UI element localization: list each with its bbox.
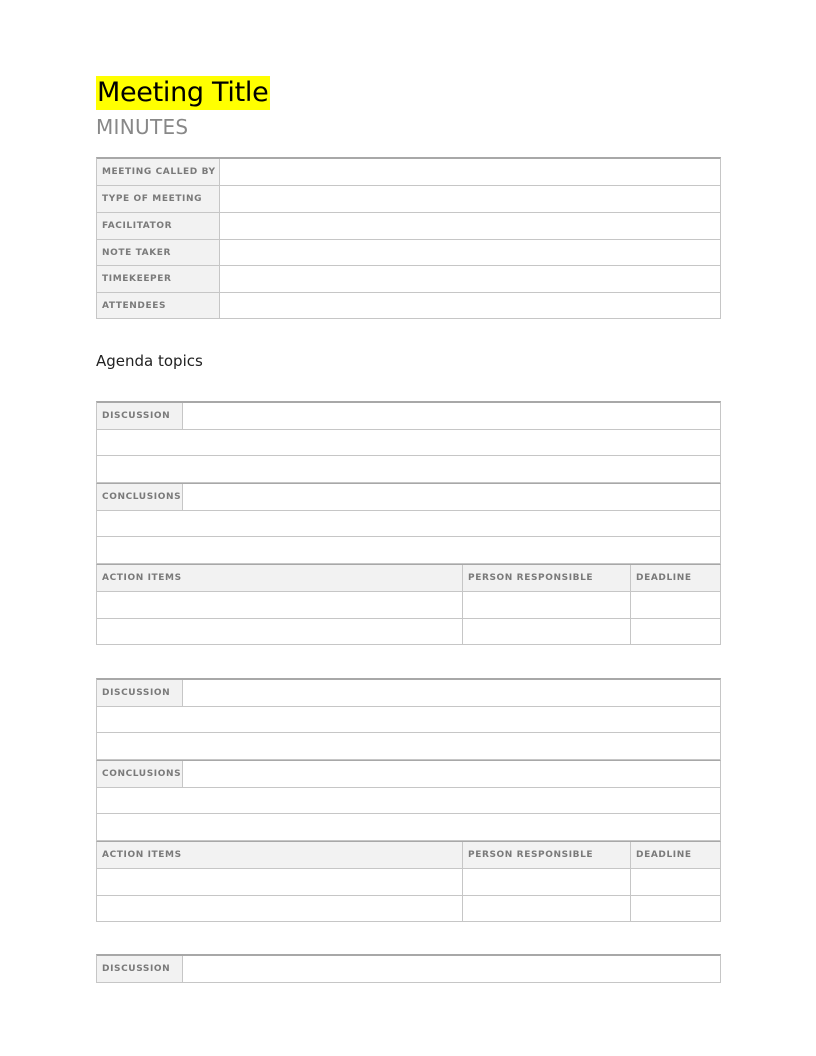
action-item-row — [96, 592, 721, 619]
info-value-field[interactable] — [220, 266, 720, 292]
discussion-title-field[interactable] — [183, 403, 720, 429]
deadline-field[interactable] — [631, 619, 720, 644]
action-item-field[interactable] — [97, 896, 463, 921]
info-row-called-by — [96, 157, 721, 186]
info-label: FACILITATOR — [97, 213, 220, 239]
discussion-header-row — [96, 678, 721, 707]
person-responsible-field[interactable] — [463, 592, 631, 618]
meeting-info-table — [96, 157, 721, 319]
conclusions-line[interactable] — [96, 537, 721, 564]
discussion-title-field[interactable] — [183, 680, 720, 706]
info-label: ATTENDEES — [97, 293, 220, 318]
action-item-row — [96, 619, 721, 645]
action-item-field[interactable] — [97, 869, 463, 895]
action-items-header-row — [96, 841, 721, 869]
agenda-block — [96, 678, 721, 922]
info-row-note-taker — [96, 240, 721, 266]
action-items-header-row — [96, 564, 721, 592]
discussion-label: DISCUSSION — [97, 956, 183, 982]
discussion-line[interactable] — [96, 733, 721, 760]
conclusions-title-field[interactable] — [183, 484, 720, 510]
info-value-field[interactable] — [220, 213, 720, 239]
discussion-line[interactable] — [96, 707, 721, 733]
discussion-label: DISCUSSION — [97, 680, 183, 706]
conclusions-title-field[interactable] — [183, 761, 720, 787]
conclusions-line[interactable] — [96, 511, 721, 537]
info-value-field[interactable] — [220, 240, 720, 265]
conclusions-label: CONCLUSIONS — [97, 484, 183, 510]
info-label: TIMEKEEPER — [97, 266, 220, 292]
info-value-field[interactable] — [220, 159, 720, 185]
info-row-attendees — [96, 293, 721, 319]
info-value-field[interactable] — [220, 186, 720, 212]
person-responsible-field[interactable] — [463, 869, 631, 895]
deadline-field[interactable] — [631, 592, 720, 618]
person-responsible-label: PERSON RESPONSIBLE — [463, 565, 631, 591]
minutes-subtitle: MINUTES — [96, 115, 189, 139]
agenda-block — [96, 401, 721, 645]
discussion-header-row — [96, 401, 721, 430]
agenda-topics-heading: Agenda topics — [96, 352, 203, 370]
discussion-header-row — [96, 954, 721, 983]
info-value-field[interactable] — [220, 293, 720, 318]
agenda-block — [96, 954, 721, 983]
action-item-field[interactable] — [97, 592, 463, 618]
deadline-field[interactable] — [631, 896, 720, 921]
deadline-label: DEADLINE — [631, 565, 720, 591]
info-row-type — [96, 186, 721, 213]
action-items-label: ACTION ITEMS — [97, 842, 463, 868]
discussion-line[interactable] — [96, 430, 721, 456]
info-label: MEETING CALLED BY — [97, 159, 220, 185]
conclusions-line[interactable] — [96, 814, 721, 841]
action-item-row — [96, 896, 721, 922]
info-row-timekeeper — [96, 266, 721, 293]
person-responsible-label: PERSON RESPONSIBLE — [463, 842, 631, 868]
conclusions-label: CONCLUSIONS — [97, 761, 183, 787]
discussion-label: DISCUSSION — [97, 403, 183, 429]
deadline-label: DEADLINE — [631, 842, 720, 868]
conclusions-line[interactable] — [96, 788, 721, 814]
action-item-row — [96, 869, 721, 896]
action-items-label: ACTION ITEMS — [97, 565, 463, 591]
discussion-line[interactable] — [96, 456, 721, 483]
person-responsible-field[interactable] — [463, 619, 631, 644]
person-responsible-field[interactable] — [463, 896, 631, 921]
meeting-title[interactable]: Meeting Title — [97, 77, 269, 108]
conclusions-header-row — [96, 483, 721, 511]
info-label: TYPE OF MEETING — [97, 186, 220, 212]
info-row-facilitator — [96, 213, 721, 240]
discussion-title-field[interactable] — [183, 956, 720, 982]
conclusions-header-row — [96, 760, 721, 788]
action-item-field[interactable] — [97, 619, 463, 644]
deadline-field[interactable] — [631, 869, 720, 895]
info-label: NOTE TAKER — [97, 240, 220, 265]
